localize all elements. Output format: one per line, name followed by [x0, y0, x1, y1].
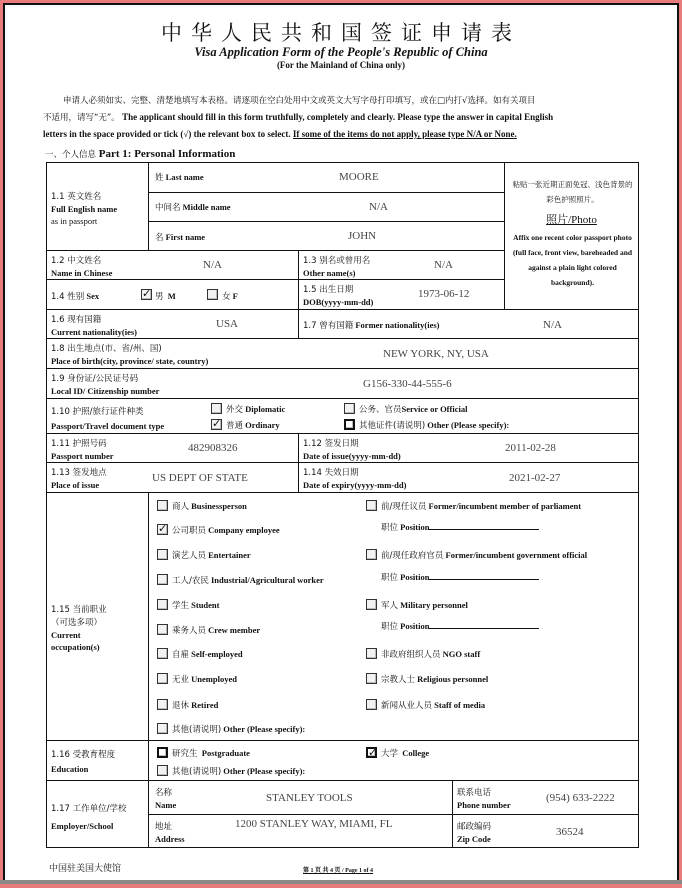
occ-worker-checkbox[interactable] [157, 574, 168, 585]
check-icon: ✓ [142, 288, 152, 300]
edu-other-checkbox[interactable] [157, 765, 168, 776]
occ-student-label: 学生 Student [172, 600, 220, 611]
sex-male-checkbox[interactable] [141, 289, 152, 300]
occ-businessperson-label: 商人 Businessperson [172, 501, 247, 512]
page-shadow [0, 880, 682, 884]
occ-ngo-label: 非政府组织人员 NGO staff [381, 649, 481, 660]
employer-phone-value[interactable]: (954) 633-2222 [546, 792, 615, 804]
full-name-label-cell [46, 162, 149, 251]
occ-worker-label: 工人/农民 Industrial/Agricultural worker [172, 575, 324, 586]
occ-entertainer-label: 演艺人员 Entertainer [172, 550, 251, 561]
occ-businessperson-checkbox[interactable] [157, 500, 168, 511]
employer-address-value[interactable]: 1200 STANLEY WAY, MIAMI, FL [235, 818, 393, 830]
check-icon: ✓ [368, 747, 378, 759]
other-names-row [298, 250, 505, 280]
diplomatic-checkbox[interactable] [211, 403, 222, 414]
diplomatic-label: 外交 Diplomatic [226, 404, 286, 415]
employer-name-label: 名称 Name [155, 788, 177, 810]
employer-phone-row [452, 780, 639, 815]
current-nationality-row [46, 309, 299, 339]
occ-entertainer-checkbox[interactable] [157, 549, 168, 560]
employer-label-cell [46, 780, 149, 848]
occ-ngo-checkbox[interactable] [366, 648, 377, 659]
middle-name-label: 中间名 Middle name [155, 202, 231, 213]
dob-row [298, 279, 505, 310]
current-nationality-value[interactable]: USA [216, 318, 239, 330]
name-in-chinese-value[interactable]: N/A [203, 259, 222, 271]
former-nationality-row [298, 309, 639, 339]
employer-label: 1.17 工作单位/学校 Employer/School [51, 804, 127, 831]
expiry-date-row [298, 462, 639, 493]
former-nationality-value[interactable]: N/A [543, 319, 562, 331]
last-name-row [148, 162, 505, 193]
name-in-chinese-label: 1.2 中文姓名 Name in Chinese [51, 256, 113, 278]
occ-self-employed-checkbox[interactable] [157, 648, 168, 659]
check-icon: ✓ [212, 418, 222, 430]
instructions-zh: 申请人必须如实、完整、清楚地填写本表格。请逐项在空白处用中文或英文大写字母打印填写，或在□内打√选择。如有关项目 [63, 96, 536, 106]
occ-unemployed-checkbox[interactable] [157, 673, 168, 684]
edu-postgraduate-label: 研究生 Postgraduate [172, 748, 250, 759]
employer-zip-value[interactable]: 36524 [556, 826, 584, 838]
photo-box[interactable] [504, 162, 639, 310]
education-label: 1.16 受教育程度 Education [51, 750, 116, 774]
dob-label: 1.5 出生日期 DOB(yyyy-mm-dd) [303, 285, 374, 307]
place-of-issue-row [46, 462, 299, 493]
full-name-label: 1.1 英文姓名 Full English name as in passport [51, 192, 118, 226]
ordinary-checkbox[interactable] [211, 419, 222, 430]
place-of-issue-label: 1.13 签发地点 Place of issue [51, 468, 107, 490]
instructions-en-2: letters in the space provided or tick (√) the relevant box to select. [43, 129, 293, 139]
passport-number-row [46, 433, 299, 463]
issue-date-row [298, 433, 639, 463]
occ-gov-official-label: 前/现任政府官员 Former/incumbent government official [381, 550, 588, 561]
occ-parliament-checkbox[interactable] [366, 500, 377, 511]
employer-address-label: 地址 Address [155, 822, 185, 844]
sex-female-label: 女 F [222, 291, 238, 302]
occ-company-employee-checkbox[interactable] [157, 524, 168, 535]
name-in-chinese-row [46, 250, 299, 280]
occ-media-checkbox[interactable] [366, 699, 377, 710]
employer-address-row [148, 814, 453, 848]
edu-college-checkbox[interactable] [366, 747, 377, 758]
employer-zip-label: 邮政编码 Zip Code [457, 822, 492, 844]
passport-number-label: 1.11 护照号码 Passport number [51, 439, 114, 461]
employer-phone-label: 联系电话 Phone number [457, 788, 511, 810]
occ-other-label: 其他(请说明) Other (Please specify): [172, 724, 306, 735]
occ-parliament-label: 前/现任议员 Former/incumbent member of parliament [381, 501, 582, 512]
issue-date-value[interactable]: 2011-02-28 [505, 442, 556, 454]
place-of-issue-value[interactable]: US DEPT OF STATE [152, 472, 248, 484]
last-name-label: 姓 Last name [155, 172, 204, 183]
section-heading [45, 148, 235, 160]
military-position-field[interactable]: 职位 Position [381, 620, 539, 632]
place-of-birth-label: 1.8 出生地点(市、省/州、国) Place of birth(city, province/ state, country) [51, 344, 209, 366]
form-title-zh: 中华人民共和国签证申请表 [161, 21, 521, 45]
occ-religious-checkbox[interactable] [366, 673, 377, 684]
current-nationality-label: 1.6 现有国籍 Current nationality(ies) [51, 315, 138, 337]
section-heading-zh: 一、个人信息 [45, 150, 97, 160]
ordinary-label: 普通 Ordinary [226, 420, 280, 431]
passport-type-label: 1.10 护照/旅行证件种类 Passport/Travel document type [51, 407, 165, 431]
occ-crew-checkbox[interactable] [157, 624, 168, 635]
middle-name-row [148, 192, 505, 222]
sex-label: 1.4 性别 Sex [51, 291, 100, 302]
instructions-en: The applicant should fill in this form truthfully, completely and clearly. Please type the answer in capital English [119, 112, 554, 122]
expiry-date-label: 1.14 失效日期 Date of expiry(yyyy-mm-dd) [303, 468, 407, 490]
occ-company-employee-label: 公司职员 Company employee [172, 525, 280, 536]
employer-name-value[interactable]: STANLEY TOOLS [266, 792, 353, 804]
passport-number-value[interactable]: 482908326 [188, 442, 238, 454]
edu-postgraduate-checkbox[interactable] [157, 747, 168, 758]
first-name-value[interactable]: JOHN [348, 230, 377, 242]
local-id-label: 1.9 身份证/公民证号码 Local ID/ Citizenship number [51, 374, 160, 396]
local-id-row [46, 368, 639, 399]
edu-other-label: 其他(请说明) Other (Please specify): [172, 766, 306, 777]
instructions [43, 92, 645, 142]
occ-retired-label: 退休 Retired [172, 700, 219, 711]
form-page [3, 3, 679, 884]
photo-instructions-zh: 粘贴一张近期正面免冠、浅色背景的彩色护照照片。 [512, 180, 633, 204]
place-of-birth-value[interactable]: NEW YORK, NY, USA [383, 348, 489, 360]
other-document-checkbox[interactable] [344, 419, 355, 430]
parliament-position-field[interactable]: 职位 Position [381, 521, 539, 533]
occ-military-checkbox[interactable] [366, 599, 377, 610]
sex-female-checkbox[interactable] [207, 289, 218, 300]
form-title-en: Visa Application Form of the People's Republic of China [194, 45, 488, 59]
sex-male-label: 男 M [155, 291, 176, 302]
edu-college-label: 大学 College [381, 748, 430, 759]
other-document-label: 其他证件(请说明) Other (Please specify): [359, 420, 510, 431]
form-subtitle: (For the Mainland of China only) [276, 60, 406, 70]
occ-media-label: 新闻从业人员 Staff of media [381, 700, 486, 711]
last-name-value[interactable]: MOORE [339, 171, 379, 183]
occ-religious-label: 宗教人士 Religious personnel [381, 674, 489, 685]
middle-name-value[interactable]: N/A [369, 201, 388, 213]
occ-military-label: 军人 Military personnel [381, 600, 468, 611]
occupation-label-cell [46, 492, 149, 741]
place-of-birth-row [46, 338, 639, 369]
occ-crew-label: 乘务人员 Crew member [172, 625, 261, 636]
passport-type-row [46, 398, 639, 434]
occ-gov-official-checkbox[interactable] [366, 549, 377, 560]
employer-name-row [148, 780, 453, 815]
education-options-cell [148, 740, 639, 781]
occ-other-checkbox[interactable] [157, 723, 168, 734]
local-id-value[interactable]: G156-330-44-555-6 [363, 378, 452, 390]
first-name-row [148, 221, 505, 251]
first-name-label: 名 First name [155, 232, 206, 243]
occ-retired-checkbox[interactable] [157, 699, 168, 710]
former-nationality-label: 1.7 曾有国籍 Former nationality(ies) [303, 320, 440, 331]
occ-self-employed-label: 自雇 Self-employed [172, 649, 243, 660]
occ-student-checkbox[interactable] [157, 599, 168, 610]
footer-embassy: 中国驻美国大使馆 [49, 864, 122, 874]
service-official-label: 公务、官员Service or Official [359, 404, 468, 415]
photo-instructions-en: Affix one recent color passport photo (full face, front view, bareheaded and against a plain light colored background). [512, 233, 633, 287]
section-heading-en: Part 1: Personal Information [98, 148, 236, 160]
other-names-value[interactable]: N/A [434, 259, 453, 271]
dob-value[interactable]: 1973-06-12 [418, 288, 470, 300]
footer-page-number: 第 1 页 共 4 页 / Page 1 of 4 [303, 868, 373, 874]
service-official-checkbox[interactable] [344, 403, 355, 414]
other-names-label: 1.3 别名或曾用名 Other name(s) [303, 256, 371, 278]
occ-unemployed-label: 无业 Unemployed [172, 674, 237, 685]
occupation-options-cell [148, 492, 639, 741]
instructions-zh-2: 不适用，请写“无”。 [43, 113, 120, 123]
instructions-na-note: If some of the items do not apply, please type N/A or None. [292, 129, 517, 139]
employer-zip-row [452, 814, 639, 848]
photo-title: 照片/Photo [546, 214, 597, 226]
gov-official-position-field[interactable]: 职位 Position [381, 571, 539, 583]
issue-date-label: 1.12 签发日期 Date of issue(yyyy-mm-dd) [303, 439, 401, 461]
education-label-cell [46, 740, 149, 781]
expiry-date-value[interactable]: 2021-02-27 [509, 472, 561, 484]
sex-row [46, 279, 299, 310]
check-icon: ✓ [158, 523, 168, 535]
occupation-label: 1.15 当前职业 （可选多项） Current occupation(s) [51, 605, 107, 652]
